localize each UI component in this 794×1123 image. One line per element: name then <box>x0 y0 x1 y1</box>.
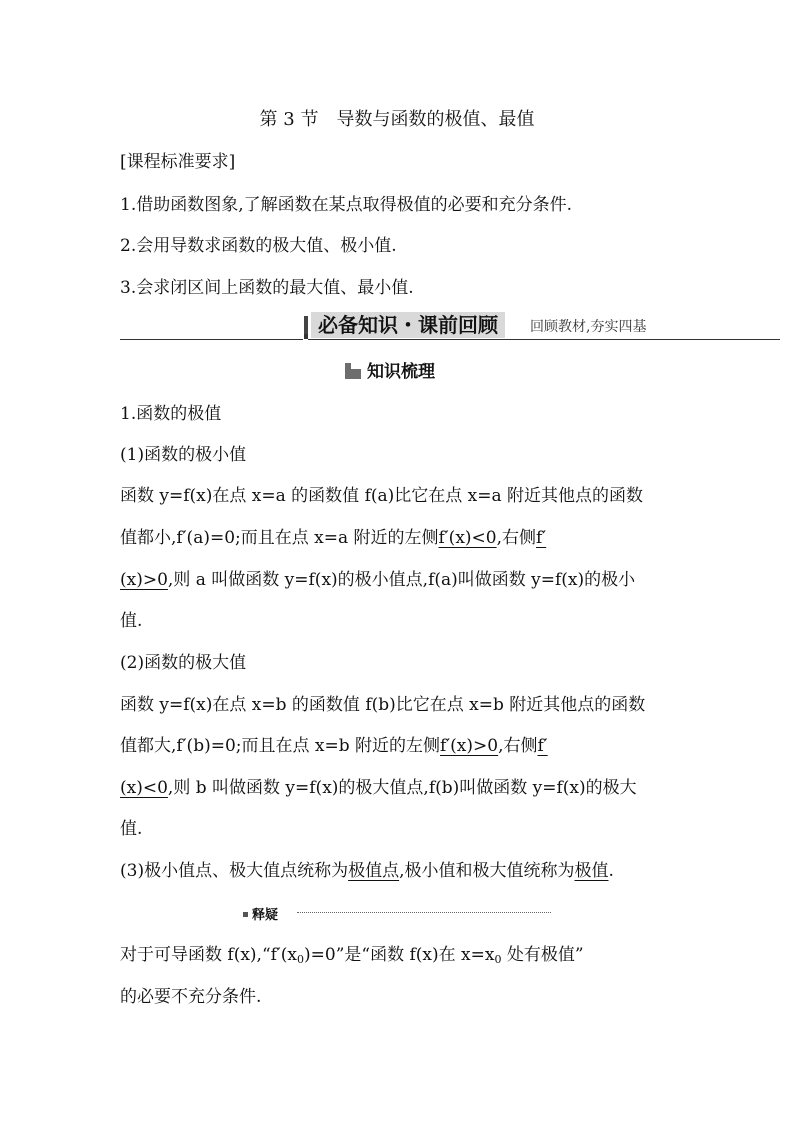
banner-label: 必备知识・课前回顾 <box>311 312 505 338</box>
min-line-2: 值都小,f′(a)=0;而且在点 x=a 附近的左侧f′(x)<0,右侧f′ <box>120 528 547 548</box>
max-line-3: (x)<0,则 b 叫做函数 y=f(x)的极大值点,f(b)叫做函数 y=f(x)的极大 <box>120 778 637 798</box>
page-title <box>0 105 794 131</box>
min-right-blank-end: (x)>0 <box>120 570 168 590</box>
max-line-1: 函数 y=f(x)在点 x=b 的函数值 f(b)比它在点 x=b 附近其他点的函数 <box>120 695 646 715</box>
explain-label: 释疑 <box>243 904 278 923</box>
paragraph-3: (3)极小值点、极大值点统称为极值点,极小值和极大值统称为极值. <box>120 861 614 881</box>
explain-line-2: 的必要不充分条件. <box>120 987 262 1007</box>
min-left-blank: f′(x)<0 <box>438 528 497 548</box>
standards-item-1: 1.借助函数图象,了解函数在某点取得极值的必要和充分条件. <box>120 195 573 215</box>
explain-dotted-rule <box>297 912 551 913</box>
min-line-4: 值. <box>120 611 143 631</box>
section-heading <box>345 357 435 382</box>
max-line-2: 值都大,f′(b)=0;而且在点 x=b 附近的左侧f′(x)>0,右侧f′ <box>120 736 548 756</box>
section-label: 知识梳理 <box>367 362 435 382</box>
banner-rule-right <box>308 339 780 340</box>
max-heading: (2)函数的极大值 <box>120 653 247 673</box>
blank-extreme-value: 极值 <box>574 861 609 881</box>
min-right-blank-start: f′ <box>536 528 547 548</box>
title-text: 导数与函数的极值、最值 <box>336 109 535 130</box>
banner-rule-left <box>120 339 303 340</box>
max-right-blank-end: (x)<0 <box>120 778 168 798</box>
content-heading-extrema: 1.函数的极值 <box>120 404 222 424</box>
max-left-blank: f′(x)>0 <box>440 736 499 756</box>
min-heading: (1)函数的极小值 <box>120 445 247 465</box>
max-line-4: 值. <box>120 819 143 839</box>
section-banner <box>120 312 780 342</box>
min-line-1: 函数 y=f(x)在点 x=a 的函数值 f(a)比它在点 x=a 附近其他点的函数 <box>120 486 644 506</box>
explain-line-1: 对于可导函数 $f(x),“f'(x_0)=0$”是“函数 f(x)在 $x=x_0$ 处有极值” <box>120 945 584 966</box>
section-marker-icon <box>345 363 361 379</box>
explain-marker-icon <box>243 912 248 917</box>
banner-subtitle: 回顾教材,夯实四基 <box>530 319 647 335</box>
banner-marker-icon <box>304 316 308 334</box>
min-line-3: (x)>0,则 a 叫做函数 y=f(x)的极小值点,f(a)叫做函数 y=f(x)的极小 <box>120 570 636 590</box>
standards-item-3: 3.会求闭区间上函数的最大值、最小值. <box>120 278 414 298</box>
max-right-blank-start: f′ <box>537 736 548 756</box>
standards-item-2: 2.会用导数求函数的极大值、极小值. <box>120 236 397 256</box>
standards-heading: [课程标准要求] <box>120 152 236 172</box>
section-number: 第 3 节 <box>259 109 319 130</box>
blank-extreme-point: 极值点 <box>348 861 400 881</box>
